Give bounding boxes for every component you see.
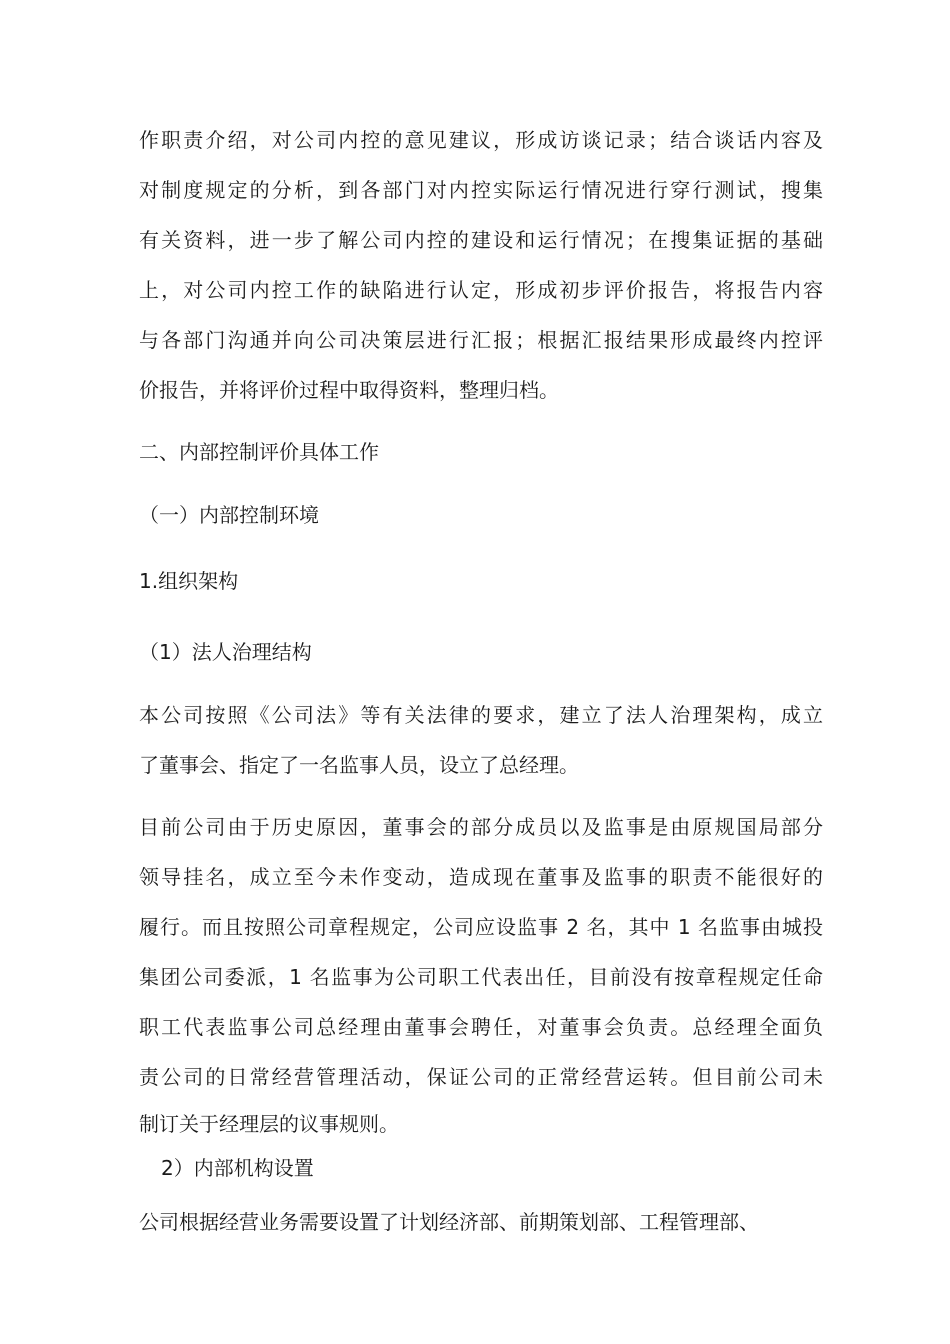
paragraph-line: 本公司按照《公司法》等有关法律的要求，建立了法人治理架构，成立	[139, 703, 823, 727]
paragraph-line: 履行。而且按照公司章程规定，公司应设监事 2 名，其中 1 名监事由城投	[139, 915, 823, 939]
paragraph-line: 目前公司由于历史原因，董事会的部分成员以及监事是由原规国局部分	[139, 815, 823, 839]
paragraph-line: 与各部门沟通并向公司决策层进行汇报；根据汇报结果形成最终内控评	[139, 328, 823, 352]
subsection-heading: （一）内部控制环境	[139, 503, 319, 527]
paragraph-line: 集团公司委派，1 名监事为公司职工代表出任，目前没有按章程规定任命	[139, 965, 823, 989]
subitem-heading: （1）法人治理结构	[139, 640, 312, 664]
paragraph-line: 制订关于经理层的议事规则。	[139, 1112, 399, 1136]
paragraph-line: 领导挂名，成立至今未作变动，造成现在董事及监事的职责不能很好的	[139, 865, 823, 889]
paragraph-line: 价报告，并将评价过程中取得资料，整理归档。	[139, 378, 559, 402]
paragraph-line: 有关资料，进一步了解公司内控的建设和运行情况；在搜集证据的基础	[139, 228, 823, 252]
paragraph-line: 责公司的日常经营管理活动，保证公司的正常经营运转。但目前公司未	[139, 1065, 823, 1089]
paragraph-line: 对制度规定的分析，到各部门对内控实际运行情况进行穿行测试，搜集	[139, 178, 823, 202]
paragraph-line: 了董事会、指定了一名监事人员，设立了总经理。	[139, 753, 579, 777]
paragraph-line: 作职责介绍，对公司内控的意见建议，形成访谈记录；结合谈话内容及	[139, 128, 823, 152]
section-heading: 二、内部控制评价具体工作	[139, 440, 379, 464]
subitem-heading: 2）内部机构设置	[161, 1156, 314, 1180]
item-heading: 1.组织架构	[139, 569, 239, 593]
paragraph-line: 公司根据经营业务需要设置了计划经济部、前期策划部、工程管理部、	[139, 1210, 759, 1234]
paragraph-line: 职工代表监事公司总经理由董事会聘任，对董事会负责。总经理全面负	[139, 1015, 823, 1039]
paragraph-line: 上，对公司内控工作的缺陷进行认定，形成初步评价报告，将报告内容	[139, 278, 823, 302]
